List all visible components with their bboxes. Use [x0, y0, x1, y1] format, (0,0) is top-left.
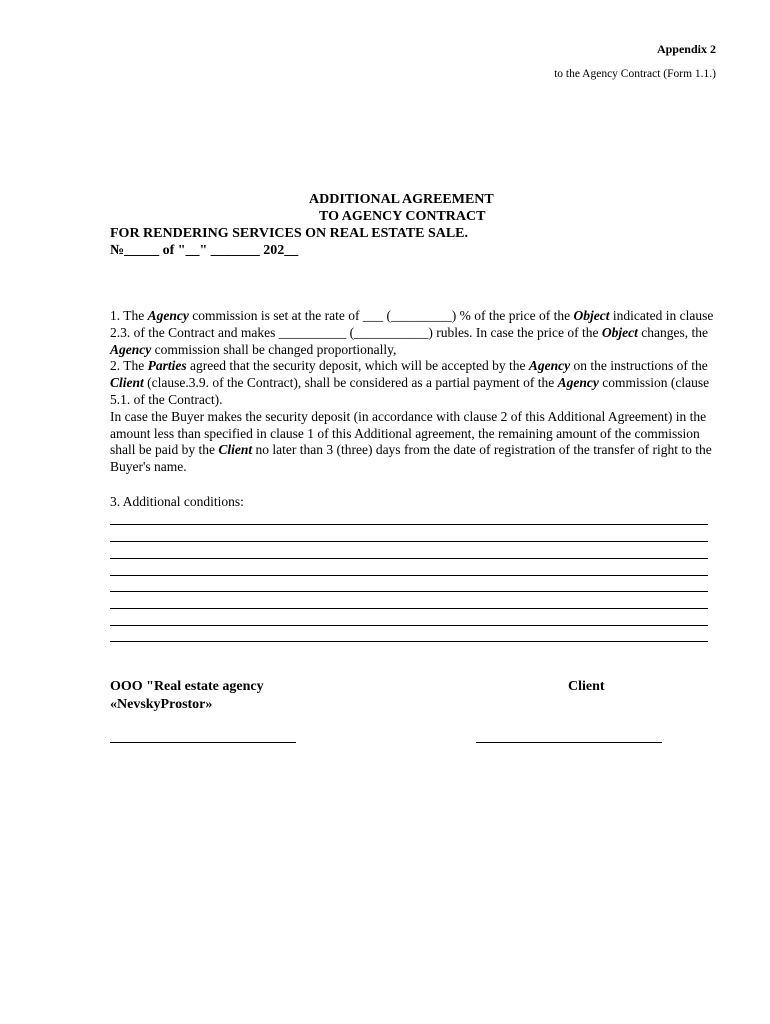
agency-party-brand: «NevskyProstor»	[110, 697, 213, 712]
agreement-body	[110, 308, 718, 476]
condition-fill-line	[110, 558, 708, 559]
condition-fill-line	[110, 541, 708, 542]
condition-fill-line	[110, 591, 708, 592]
title-line-1: ADDITIONAL AGREEMENT	[309, 192, 494, 207]
condition-fill-line	[110, 641, 708, 642]
clause-1: 1. The Agency commission is set at the rate of ___ (_________) % of the price of the Object indicated in clause 2.3. of the Contract and makes __________ (___________) rubles. In case the price of the Object changes, the Agency commission shall be changed proportionally,	[110, 308, 714, 357]
agency-party	[110, 678, 264, 714]
clause-2-continuation: In case the Buyer makes the security deposit (in accordance with clause 2 of this Additional Agreement) in the amount less than specified in clause 1 of this Additional agreement, the remaining amount of the commission shall be paid by the Client no later than 3 (three) days from the date of registration of the transfer of right to the Buyer's name.	[110, 408, 712, 475]
agency-signature-line	[110, 742, 296, 743]
agency-party-name: OOO "Real estate agency	[110, 679, 264, 694]
agreement-number-date: №_____ of "__" _______ 202__	[110, 243, 299, 258]
condition-fill-line	[110, 575, 708, 576]
client-signature-line	[476, 742, 662, 743]
condition-fill-line	[110, 608, 708, 609]
condition-fill-line	[110, 625, 708, 626]
client-party: Client	[568, 679, 605, 694]
title-line-2: TO AGENCY CONTRACT	[319, 209, 486, 224]
appendix-number: Appendix 2	[656, 42, 716, 56]
condition-fill-line	[110, 524, 708, 525]
additional-conditions-label: 3. Additional conditions:	[110, 494, 244, 509]
appendix-subtitle: to the Agency Contract (Form 1.1.)	[554, 68, 716, 80]
clause-2: 2. The Parties agreed that the security deposit, which will be accepted by the Agency on the instructions of the Client (clause.3.9. of the Contract), shall be considered as a partial payment of the Agency commission (clause 5.1. of the Contract).	[110, 358, 710, 407]
title-line-3: FOR RENDERING SERVICES ON REAL ESTATE SALE.	[110, 226, 469, 241]
